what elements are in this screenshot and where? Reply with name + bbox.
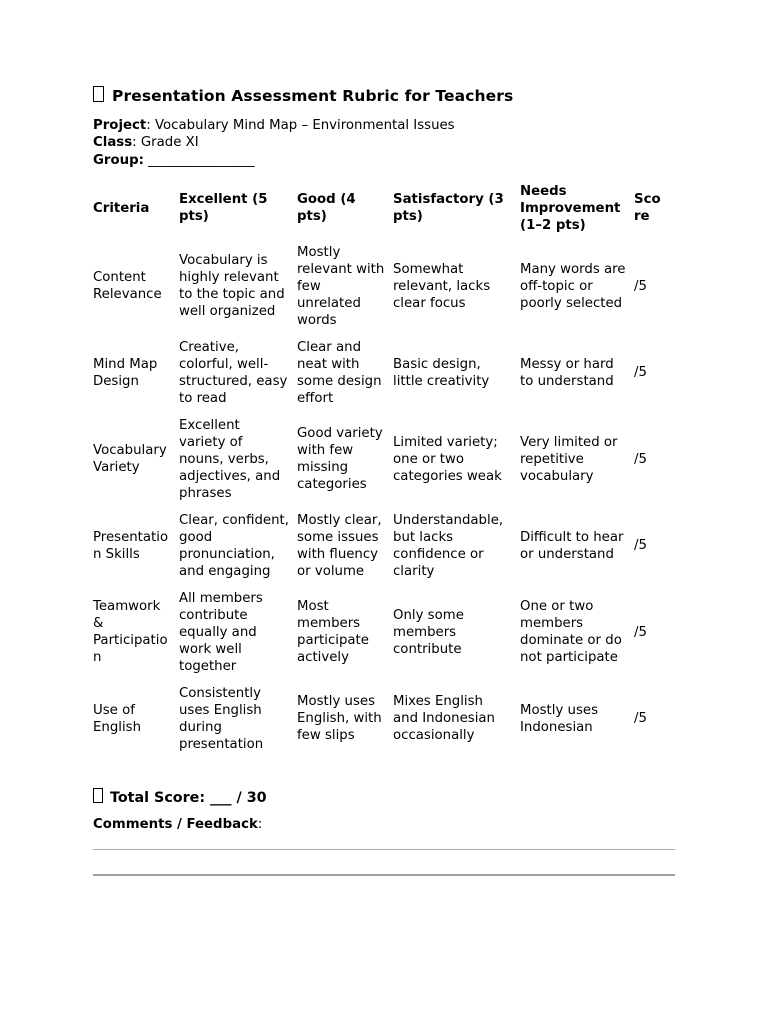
excellent-cell: Consistently uses English during presentation	[179, 685, 264, 752]
excellent-cell: Excellent variety of nouns, verbs, adjectives, and phrases	[179, 417, 281, 501]
needs-improvement-cell: Messy or hard to understand	[520, 356, 614, 389]
satisfactory-cell: Limited variety; one or two categories weak	[393, 434, 502, 484]
excellent-cell: Clear, confident, good pronunciation, and engaging	[179, 512, 289, 579]
page-title-text: Presentation Assessment Rubric for Teachers	[112, 87, 514, 105]
excellent-cell: Creative, colorful, well-structured, easy to read	[179, 339, 288, 406]
satisfactory-cell: Mixes English and Indonesian occasionally	[393, 694, 495, 744]
total-score-label: Total Score:	[110, 789, 206, 806]
score-cell: /5	[634, 365, 647, 381]
missing-glyph-icon	[93, 86, 104, 102]
total-score-line	[93, 788, 675, 807]
total-score-blank: ___	[210, 789, 232, 806]
good-cell: Most members participate actively	[297, 599, 369, 666]
project-value: : Vocabulary Mind Map – Environmental Issues	[146, 118, 455, 133]
table-row	[93, 334, 670, 412]
column-header-excellent: Excellent (5 pts)	[179, 192, 268, 225]
comments-colon: :	[257, 816, 263, 832]
score-cell: /5	[634, 451, 647, 467]
comments-label: Comments / Feedback	[93, 816, 258, 832]
criteria-cell: Presentation Skills	[93, 529, 169, 562]
comment-writing-line	[93, 849, 675, 850]
total-score-max: / 30	[236, 789, 267, 806]
good-cell: Mostly clear, some issues with fluency or volume	[297, 512, 382, 579]
comment-writing-line	[93, 874, 675, 876]
score-cell: /5	[634, 711, 647, 727]
criteria-cell: Teamwork & Participation	[93, 599, 168, 666]
satisfactory-cell: Only some members contribute	[393, 607, 464, 657]
excellent-cell: All members contribute equally and work well together	[179, 590, 263, 674]
document-page	[93, 86, 675, 876]
column-header-criteria: Criteria	[93, 200, 150, 216]
project-line	[93, 117, 675, 134]
satisfactory-cell: Basic design, little creativity	[393, 356, 490, 389]
good-cell: Good variety with few missing categories	[297, 426, 383, 493]
good-cell: Mostly relevant with few unrelated words	[297, 244, 385, 328]
score-cell: /5	[634, 278, 647, 294]
table-row	[93, 680, 670, 758]
class-value: : Grade XI	[132, 135, 199, 151]
column-header-needs-improvement: Needs Improvement (1–2 pts)	[520, 183, 621, 233]
table-header-row	[93, 178, 670, 239]
group-blank: ________________	[148, 152, 255, 168]
missing-glyph-icon	[93, 788, 103, 803]
needs-improvement-cell: Mostly uses Indonesian	[520, 702, 599, 735]
class-line	[93, 134, 675, 151]
table-row	[93, 507, 670, 585]
satisfactory-cell: Somewhat relevant, lacks clear focus	[393, 261, 491, 311]
needs-improvement-cell: Difficult to hear or understand	[520, 529, 624, 562]
criteria-cell: Use of English	[93, 702, 142, 735]
score-cell: /5	[634, 538, 647, 554]
excellent-cell: Vocabulary is highly relevant to the topic and well organized	[179, 253, 285, 320]
criteria-cell: Mind Map Design	[93, 356, 158, 389]
group-line	[93, 152, 675, 169]
page-title	[93, 86, 675, 106]
class-label: Class	[93, 135, 133, 151]
project-label: Project	[93, 118, 147, 133]
table-row	[93, 585, 670, 680]
comments-heading	[93, 816, 675, 833]
needs-improvement-cell: Many words are off-topic or poorly selected	[520, 261, 626, 311]
column-header-satisfactory: Satisfactory (3 pts)	[393, 192, 504, 225]
criteria-cell: Vocabulary Variety	[93, 443, 167, 476]
rubric-table	[93, 178, 670, 758]
satisfactory-cell: Understandable, but lacks confidence or clarity	[393, 512, 504, 579]
table-row	[93, 412, 670, 507]
column-header-score: Score	[634, 192, 661, 225]
group-label: Group:	[93, 152, 144, 168]
column-header-good: Good (4 pts)	[297, 192, 356, 225]
table-row	[93, 239, 670, 334]
needs-improvement-cell: One or two members dominate or do not participate	[520, 599, 622, 666]
needs-improvement-cell: Very limited or repetitive vocabulary	[520, 434, 618, 484]
criteria-cell: Content Relevance	[93, 270, 162, 303]
good-cell: Mostly uses English, with few slips	[297, 694, 382, 744]
score-cell: /5	[634, 624, 647, 640]
good-cell: Clear and neat with some design effort	[297, 339, 382, 406]
